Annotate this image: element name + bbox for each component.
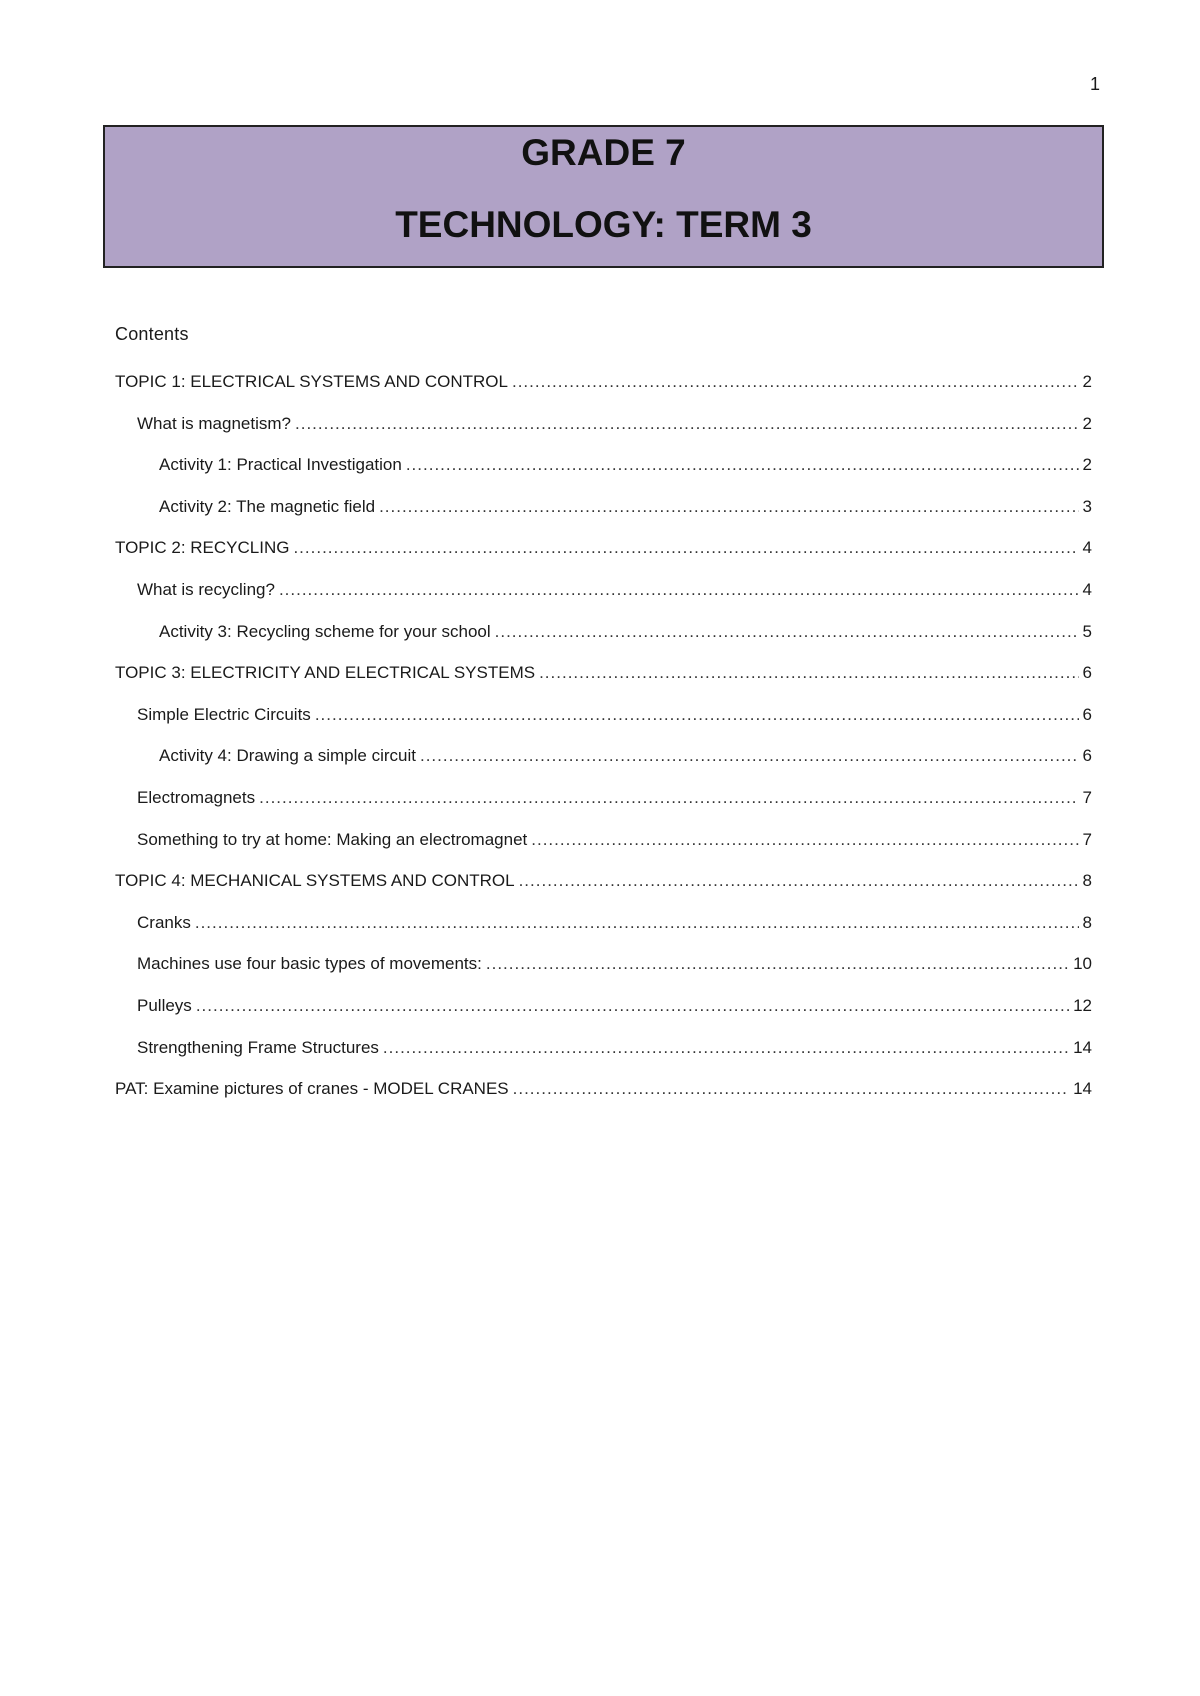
page-number: 1	[1089, 74, 1100, 94]
toc-entry[interactable]	[115, 372, 1092, 414]
toc-entry-label: Something to try at home: Making an electromagnet	[137, 829, 528, 849]
toc-entry[interactable]	[115, 414, 1092, 456]
toc-dot-leader	[315, 705, 1079, 725]
toc-entry-page-number: 7	[1082, 829, 1092, 849]
toc-entry[interactable]	[115, 746, 1092, 788]
toc-entry-label: TOPIC 3: ELECTRICITY AND ELECTRICAL SYSTEMS	[115, 663, 536, 683]
toc-dot-leader	[279, 580, 1079, 600]
toc-entry[interactable]	[115, 871, 1092, 913]
toc-entry-page-number: 6	[1082, 663, 1092, 683]
table-of-contents	[115, 372, 1092, 1121]
toc-dot-leader	[519, 871, 1079, 891]
toc-entry[interactable]	[115, 580, 1092, 622]
toc-entry[interactable]	[115, 705, 1092, 747]
toc-dot-leader	[379, 497, 1078, 517]
contents-heading: Contents	[115, 324, 189, 344]
toc-dot-leader	[259, 788, 1078, 808]
toc-entry[interactable]	[115, 830, 1092, 872]
toc-dot-leader	[531, 830, 1078, 850]
toc-entry-page-number: 6	[1082, 704, 1092, 724]
toc-entry-page-number: 10	[1073, 954, 1092, 974]
toc-entry[interactable]	[115, 497, 1092, 539]
toc-dot-leader	[513, 1079, 1069, 1099]
title-subject-term: TECHNOLOGY: TERM 3	[395, 204, 812, 245]
toc-entry-label: PAT: Examine pictures of cranes - MODEL CRANES	[115, 1079, 509, 1099]
toc-entry-page-number: 4	[1082, 579, 1092, 599]
toc-dot-leader	[295, 414, 1079, 434]
toc-entry[interactable]	[115, 954, 1092, 996]
toc-dot-leader	[495, 622, 1079, 642]
toc-entry[interactable]	[115, 622, 1092, 664]
toc-entry-page-number: 2	[1082, 372, 1092, 391]
toc-dot-leader	[293, 538, 1078, 558]
toc-entry-page-number: 12	[1073, 995, 1092, 1015]
toc-entry-label: Activity 1: Practical Investigation	[159, 455, 402, 475]
toc-entry-label: Cranks	[137, 912, 191, 932]
toc-entry-page-number: 14	[1073, 1037, 1092, 1057]
toc-entry-label: Strengthening Frame Structures	[137, 1037, 379, 1057]
toc-dot-leader	[406, 455, 1079, 475]
toc-entry[interactable]	[115, 1038, 1092, 1080]
toc-dot-leader	[539, 663, 1078, 683]
toc-entry-label: Activity 3: Recycling scheme for your school	[159, 621, 491, 641]
toc-entry-label: Electromagnets	[137, 787, 256, 807]
toc-entry-page-number: 4	[1082, 538, 1092, 558]
toc-entry-page-number: 8	[1082, 871, 1092, 891]
toc-dot-leader	[420, 746, 1079, 766]
toc-entry[interactable]	[115, 538, 1092, 580]
toc-entry-label: Activity 2: The magnetic field	[159, 496, 376, 516]
toc-entry-page-number: 6	[1082, 746, 1092, 766]
toc-entry-label: Simple Electric Circuits	[137, 704, 311, 724]
title-grade: GRADE 7	[521, 132, 686, 173]
toc-dot-leader	[486, 954, 1069, 974]
toc-dot-leader	[195, 913, 1079, 933]
toc-entry-label: Machines use four basic types of movements:	[137, 954, 482, 974]
toc-entry[interactable]	[115, 996, 1092, 1038]
toc-entry-page-number: 2	[1082, 455, 1092, 475]
toc-entry[interactable]	[115, 788, 1092, 830]
toc-dot-leader	[196, 996, 1069, 1016]
toc-entry-page-number: 7	[1082, 787, 1092, 807]
toc-entry-page-number: 14	[1073, 1079, 1092, 1099]
toc-entry[interactable]	[115, 663, 1092, 705]
toc-entry-page-number: 8	[1082, 912, 1092, 932]
toc-entry[interactable]	[115, 455, 1092, 497]
toc-entry[interactable]	[115, 913, 1092, 955]
toc-entry-label: Pulleys	[137, 995, 192, 1015]
toc-entry-label: TOPIC 2: RECYCLING	[115, 538, 290, 558]
toc-entry-label: What is recycling?	[137, 579, 275, 599]
toc-dot-leader	[383, 1038, 1069, 1058]
toc-entry-page-number: 3	[1082, 496, 1092, 516]
title-banner	[103, 125, 1104, 268]
toc-entry-label: Activity 4: Drawing a simple circuit	[159, 746, 416, 766]
toc-entry-label: TOPIC 1: ELECTRICAL SYSTEMS AND CONTROL	[115, 372, 508, 391]
toc-entry-page-number: 2	[1082, 413, 1092, 433]
toc-dot-leader	[512, 372, 1079, 392]
toc-entry[interactable]	[115, 1079, 1092, 1121]
toc-entry-label: TOPIC 4: MECHANICAL SYSTEMS AND CONTROL	[115, 871, 515, 891]
toc-entry-page-number: 5	[1082, 621, 1092, 641]
toc-entry-label: What is magnetism?	[137, 413, 291, 433]
